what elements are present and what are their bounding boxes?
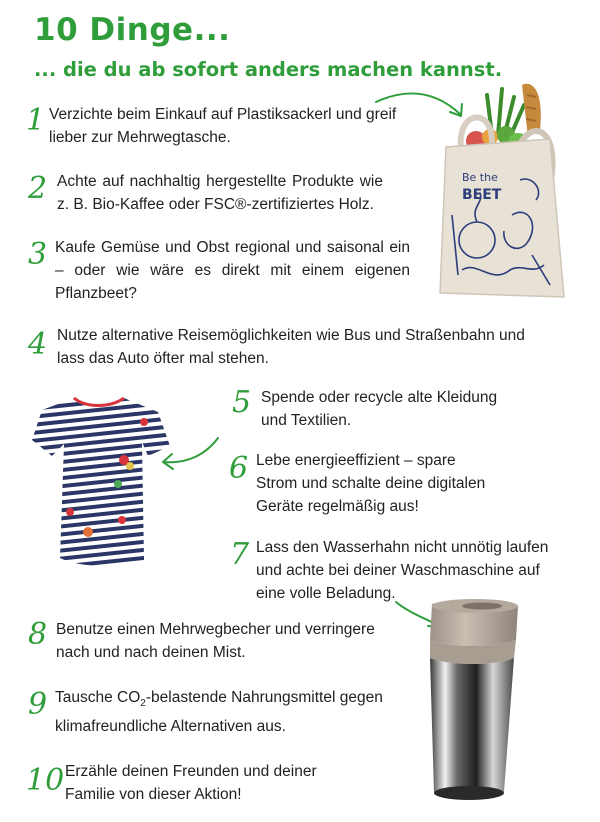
item-number: 9 [28,687,48,722]
item-number: 4 [28,327,48,362]
tote-bag-with-vegetables-image [432,75,572,310]
item-text: Erzähle deinen Freunden und deiner Familie von dieser Aktion! [65,763,317,803]
item-text [55,686,405,738]
item-number: 2 [28,171,48,206]
item-text: Nutze alternative Reisemöglichkeiten wie Bus und Straßenbahn und lass das Auto öfter mal stehen. [57,327,525,367]
bag-print-line1: Be the [462,171,498,184]
item-text: Spende oder recycle alte Kleidung und Textilien. [261,389,498,429]
item-text: Benutze einen Mehrwegbecher und verringere nach und nach deinen Mist. [56,621,375,661]
item-number: 3 [28,237,48,272]
item-text-part: Tausche CO [55,689,141,706]
item-text: Lass den Wasserhahn nicht unnötig laufen und achte bei deiner Waschmaschine auf eine volle Beladung. [256,539,549,602]
page-subtitle: ... die du ab sofort anders machen kannst. [34,58,503,81]
page-title: 10 Dinge... [34,12,231,48]
item-text-subscript: 2 [140,698,146,710]
item-number: 5 [232,385,252,420]
item-text: Kaufe Gemüse und Obst regional und saisonal ein – oder wie wäre es direkt mit einem eigenen Pflanzbeet? [55,239,410,302]
hand-drawn-arrow-icon [158,434,224,474]
item-text: Lebe energieeffizient – spare Strom und schalte deine digitalen Geräte regelmäßig aus! [256,452,486,515]
item-number: 1 [26,103,46,138]
item-text: Achte auf nachhaltig hergestellte Produkte wie z. B. Bio-Kaffee oder FSC®-zertifiziertes Holz. [57,173,383,213]
item-number: 8 [28,617,48,652]
reusable-travel-mug-image [400,596,535,811]
item-number: 6 [229,451,249,486]
item-text: Verzichte beim Einkauf auf Plastiksackerl und greif lieber zur Mehrwegtasche. [49,106,397,146]
item-number: 7 [230,537,250,572]
bag-print-line2: BEET [462,187,502,203]
item-number: 10 [26,763,65,798]
item-text-part: -belastende Nahrungsmittel gegen klimafreundliche Alternativen aus. [55,689,383,736]
striped-tshirt-image [26,392,176,567]
